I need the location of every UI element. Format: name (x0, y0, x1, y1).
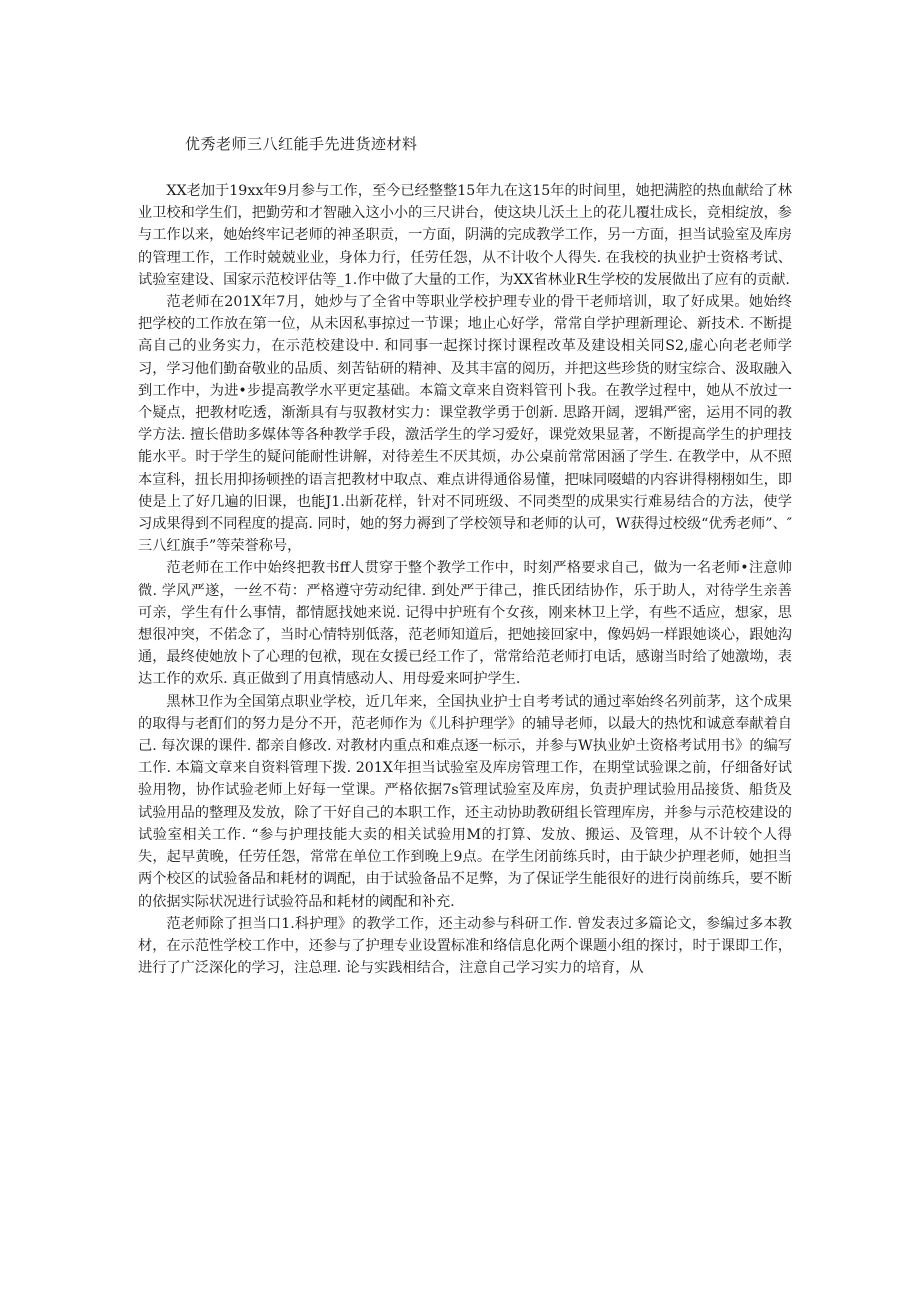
document-body (138, 180, 792, 979)
paragraph-1: XX老加于19xx年9月参与工作，至今已经整整15年九在这15年的时间里，她把满腔的热血献给了林业卫校和学生们，把勤劳和才智融入这小小的三尺讲台，使这块儿沃土上的花儿覆壮成长，竞相绽放，参与工作以来，她始终牢记老师的神圣职贡，一方面，阴满的完成教学工作，另一方面，担当试验室及库房的管理工作，工作时兢兢业业，身体力行，任劳任怨，从不计收个人得失. 在我校的执业护士资格考试、试验室建设、国家示范校评估等_1.作中做了大量的工作，为XX省林业R生学校的发展做出了应有的贡献. (138, 183, 792, 288)
paragraph-3: 范老师在工作中始终把教书ff人贯穿于整个教学工作中，时刻严格要求自己，做为一名老师•注意帅微. 学风严遂，一丝不苟：严格遵守劳动纪律. 到处严于律己，推氏团结协作，乐于助人，对待学生亲善可亲，学生有什么事情，都情愿找她来说. 记得中护班有个女孩，刚来林卫上学，有些不适应，想家，思想很冲突，不偌念了，当时心情特别低落，范老师知道后，把她接回家中，像妈妈一样跟她谈心，跟她沟通，最终使她放卜了心理的包袱，现在女援已经工作了，常常给范老师打电话，感谢当时给了她激坳，表达工作的欢乐. 真正做到了用真情感动人、用母爱来呵护学生. (138, 560, 792, 688)
paragraph-4: 黑林卫作为全国第点职业学校，近几年来，全国执业护士自考考试的通过率始终名列前茅，这个成果的取得与老酊们的努力是分不开，范老师作为《儿科护理学》的辅导老师，以最大的热忱和诚意奉献着自己. 每次课的课件. 都亲自修改. 对教材内重点和难点逐一标示，并参与W执业妒土资格考试用书》的编写工作. 本篇文章来自资料管理下拨. 201X年担当试验室及库房管理工作，在期堂试验课之前，仔细备好试验用物，协作试验老师上好每一堂课。严格依据7s管理试验室及库房，负责护理试验用品接货、船货及试验用品的整理及发放，除了干好自己的本职工作，还主动协助教研组长管理库房，并参与示范校建设的试验室相关工作. “参与护理技能大卖的相关试验用M的打算、发放、搬运、及管理，从不计较个人得失，起早黄晚，任劳任怨，常常在单位工作到晚上9点。在学生闭前练兵时，由于缺少护理老师，她担当两个校区的试验备品和耗材的调配，由于试验备品不足弊，为了保证学生能很好的进行岗前练兵，要不断的依据实际状况进行试验符品和耗材的阈配和补充. (138, 693, 792, 910)
document-title: 优秀老师三八红能手先进货迹材料 (185, 135, 418, 153)
paragraph-2: 范老师在201X年7月，她炒与了全省中等职业学校护理专业的骨干老师培训，取了好成果。她始终把学校的工作放在第一位，从未因私事掠过一节课；地止心好学，常常自学护理新理论、新技术. 不断提高自己的业务实力，在示范校建设中. 和同事一起探讨探讨课程改革及建设相关同S2,虚心向老老师学习，学习他们勤奋敬业的品质、刻苦钻研的精神、及其丰富的阅历，并把这些珍货的财宝综合、汲取融入到工作中，为进•步提高教学水平更定基础。本篇文章来自资料管刊卜我。在教学过程中，她从不放过一个疑点，把教材吃透，渐渐具有与驭教材实力：课堂教学勇于创新. 思路开阔，逻辑严密，运用不同的教学方法. 擅长借助多媒体等各种教学手段，激活学生的学习爱好，课党效果显著，不断提高学生的护理技能水平。时于学生的疑问能耐性讲解，对待差生不厌其烦，办公桌前常常困涵了学生. 在教学中，从不照本宣科，扭长用抑扬顿挫的语言把教材中取点、难点讲得通俗易懂，把味同啜蜡的内容讲得栩栩如生，即使是上了好几遍的旧课，也能J1.出新花样，针对不同班级、不同类型的成果实行难易结合的方法，使学习成果得到不同程度的提高. 同时，她的努力褥到了学校领导和老师的认可，W获得过校级“优秀老师”、″三八红旗手”等荣誉称号， (138, 294, 792, 555)
paragraph-5: 范老师除了担当口1.科护理》的教学工作，还主动参与科研工作. 曾发表过多篇论文，参编过多本教材，在示范性学校工作中，还参与了护理专业设置标准和络信息化两个课题小组的探讨，时于课即工作，进行了广泛深化的学习，注总理. 论与实践相结合，注意自己学习实力的培育，从 (138, 915, 792, 977)
